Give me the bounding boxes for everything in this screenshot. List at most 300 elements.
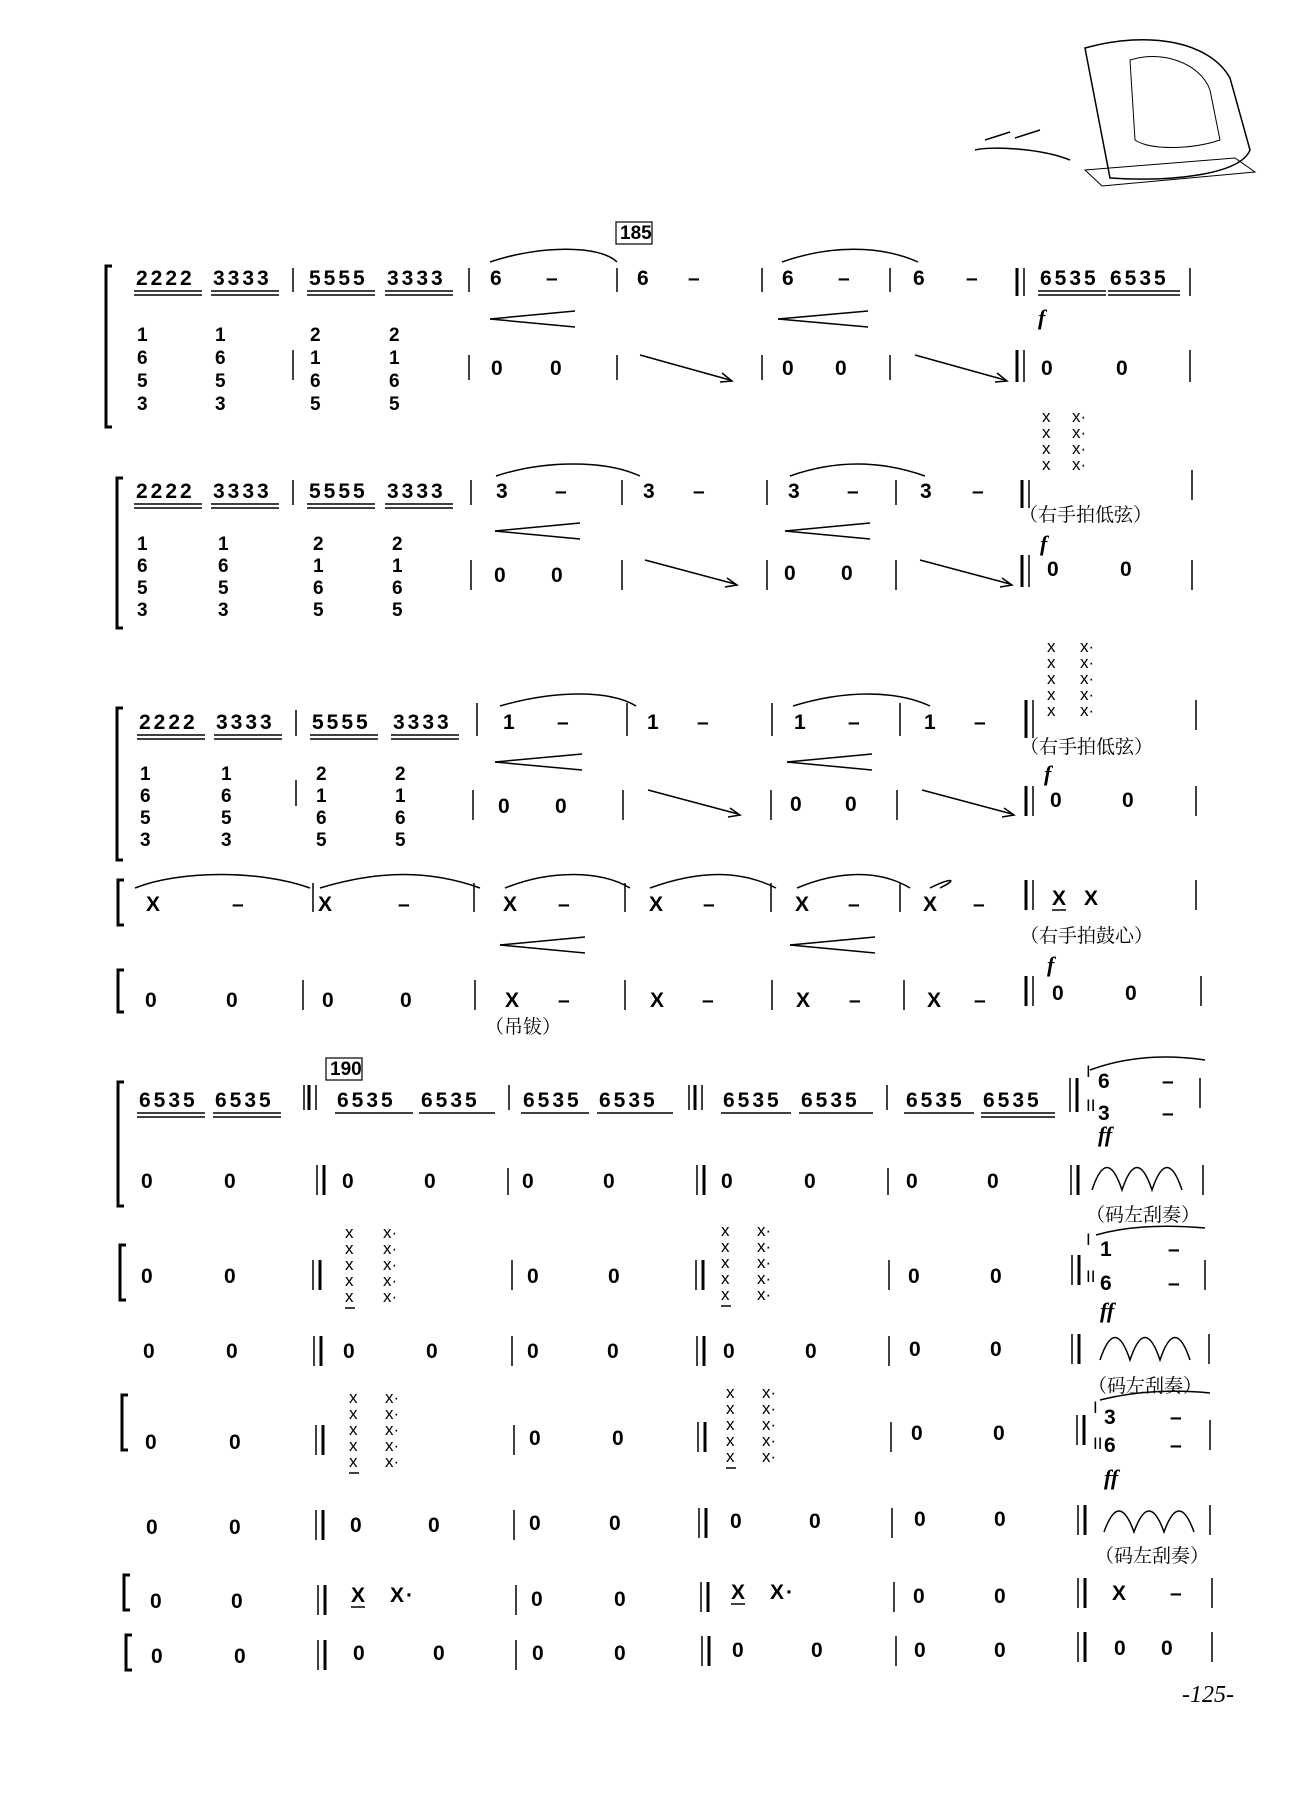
annotation-scrape-left: （码左刮奏） <box>1086 1205 1201 1226</box>
svg-text:0: 0 <box>614 1642 626 1665</box>
svg-text:0: 0 <box>224 1170 236 1193</box>
svg-text:0: 0 <box>229 1431 241 1454</box>
svg-text:–: – <box>702 989 714 1012</box>
svg-text:x: x <box>726 1399 735 1418</box>
system1-perc-line-2 <box>145 982 1137 1012</box>
svg-text:6535: 6535 <box>1040 267 1099 290</box>
svg-text:–: – <box>1170 1582 1182 1605</box>
system1-group3-melody <box>139 711 986 734</box>
svg-text:x·: x· <box>385 1452 400 1471</box>
svg-text:0: 0 <box>229 1516 241 1539</box>
svg-text:6535: 6535 <box>337 1089 396 1112</box>
svg-text:x: x <box>726 1431 735 1450</box>
svg-text:0: 0 <box>343 1340 355 1363</box>
rehearsal-mark-185 <box>616 222 652 244</box>
svg-text:0: 0 <box>1114 1637 1126 1660</box>
svg-text:X: X <box>503 893 518 916</box>
svg-text:x·: x· <box>383 1223 398 1242</box>
ending-dash: – <box>1162 1102 1174 1125</box>
svg-text:5: 5 <box>313 600 324 621</box>
svg-text:x·: x· <box>1080 669 1095 688</box>
svg-text:0: 0 <box>906 1170 918 1193</box>
svg-text:0: 0 <box>993 1422 1005 1445</box>
dynamic-f: f <box>1038 305 1046 330</box>
svg-text:0: 0 <box>350 1514 362 1537</box>
svg-text:X: X <box>649 893 664 916</box>
system1-x-column-2 <box>1047 637 1094 720</box>
dynamic-ff: ff <box>1100 1298 1115 1323</box>
system1-group1-melody <box>136 267 1169 290</box>
svg-text:1: 1 <box>310 348 321 369</box>
svg-text:0: 0 <box>231 1590 243 1613</box>
system2-row3 <box>141 1265 1002 1288</box>
svg-text:–: – <box>558 989 570 1012</box>
svg-text:0: 0 <box>845 793 857 816</box>
svg-text:0: 0 <box>234 1645 246 1668</box>
svg-text:0: 0 <box>994 1585 1006 1608</box>
svg-text:0: 0 <box>529 1427 541 1450</box>
system2-row6-lines <box>316 1505 1210 1540</box>
svg-text:0: 0 <box>151 1645 163 1668</box>
svg-text:6: 6 <box>637 267 649 290</box>
svg-text:x: x <box>721 1253 730 1272</box>
svg-text:1: 1 <box>140 764 151 785</box>
svg-text:1: 1 <box>316 786 327 807</box>
svg-text:·: · <box>406 1584 413 1607</box>
svg-text:6: 6 <box>392 578 403 599</box>
svg-text:2: 2 <box>392 534 403 555</box>
system-2-braces <box>118 1082 132 1670</box>
ending-dash: – <box>1170 1406 1182 1429</box>
svg-text:–: – <box>973 893 985 916</box>
svg-text:1: 1 <box>392 556 403 577</box>
dynamic-f: f <box>1044 761 1052 786</box>
svg-text:3333: 3333 <box>213 480 272 503</box>
svg-text:0: 0 <box>226 989 238 1012</box>
svg-text:3: 3 <box>920 480 932 503</box>
svg-text:0: 0 <box>1052 982 1064 1005</box>
svg-text:x: x <box>1047 653 1056 672</box>
system1-perc-line-1 <box>146 887 1098 916</box>
system1-group2-lines <box>134 464 1192 539</box>
svg-text:0: 0 <box>1041 357 1053 380</box>
svg-text:x: x <box>721 1237 730 1256</box>
svg-text:x: x <box>1047 685 1056 704</box>
svg-text:–: – <box>848 893 860 916</box>
svg-text:6: 6 <box>313 578 324 599</box>
svg-text:6: 6 <box>913 267 925 290</box>
svg-text:X: X <box>505 989 520 1012</box>
svg-text:3: 3 <box>215 394 226 415</box>
volta-2: II <box>1093 1434 1103 1453</box>
svg-text:x·: x· <box>383 1255 398 1274</box>
svg-text:X: X <box>1084 887 1099 910</box>
svg-text:5555: 5555 <box>309 480 368 503</box>
svg-text:1: 1 <box>395 786 406 807</box>
svg-text:1: 1 <box>794 711 806 734</box>
svg-text:0: 0 <box>400 989 412 1012</box>
svg-text:0: 0 <box>994 1639 1006 1662</box>
system2-row2-lines <box>317 1165 1203 1195</box>
svg-text:5555: 5555 <box>312 711 371 734</box>
svg-text:X: X <box>1112 1582 1127 1605</box>
svg-text:0: 0 <box>811 1639 823 1662</box>
ending-dash: – <box>1170 1434 1182 1457</box>
svg-text:x: x <box>349 1452 358 1471</box>
svg-text:0: 0 <box>790 793 802 816</box>
system1-group3-lines <box>137 694 1196 770</box>
svg-text:3333: 3333 <box>213 267 272 290</box>
svg-text:0: 0 <box>141 1265 153 1288</box>
svg-text:2: 2 <box>310 325 321 346</box>
system1-group1-chord-lines <box>293 350 1190 382</box>
svg-text:5: 5 <box>137 371 148 392</box>
scrape-wave-icon <box>1104 1511 1194 1532</box>
svg-text:x: x <box>726 1383 735 1402</box>
svg-text:6: 6 <box>215 348 226 369</box>
svg-text:0: 0 <box>527 1340 539 1363</box>
svg-text:6535: 6535 <box>723 1089 782 1112</box>
svg-text:x: x <box>726 1415 735 1434</box>
svg-text:–: – <box>838 267 850 290</box>
svg-text:0: 0 <box>994 1508 1006 1531</box>
svg-text:–: – <box>848 711 860 734</box>
svg-text:0: 0 <box>1120 558 1132 581</box>
svg-text:2222: 2222 <box>136 480 195 503</box>
svg-text:0: 0 <box>841 562 853 585</box>
svg-text:5: 5 <box>316 830 327 851</box>
ending-note: 6 <box>1104 1434 1116 1457</box>
svg-text:0: 0 <box>1047 558 1059 581</box>
scrape-wave-icon <box>1100 1338 1190 1361</box>
svg-text:3: 3 <box>140 830 151 851</box>
system1-group2-chord-lines <box>471 555 1192 590</box>
svg-text:3333: 3333 <box>216 711 275 734</box>
svg-text:0: 0 <box>531 1588 543 1611</box>
svg-text:x: x <box>345 1223 354 1242</box>
svg-text:2: 2 <box>395 764 406 785</box>
svg-text:0: 0 <box>805 1340 817 1363</box>
svg-text:0: 0 <box>491 357 503 380</box>
svg-text:x·: x· <box>1080 637 1095 656</box>
svg-text:x·: x· <box>385 1388 400 1407</box>
svg-text:x·: x· <box>385 1420 400 1439</box>
system1-x-column-1 <box>1042 407 1086 474</box>
svg-text:3333: 3333 <box>387 480 446 503</box>
svg-text:5: 5 <box>137 578 148 599</box>
svg-text:2222: 2222 <box>136 267 195 290</box>
svg-text:x: x <box>345 1287 354 1306</box>
svg-text:–: – <box>555 480 567 503</box>
svg-text:x·: x· <box>383 1271 398 1290</box>
svg-text:0: 0 <box>322 989 334 1012</box>
svg-text:0: 0 <box>494 564 506 587</box>
svg-text:3: 3 <box>643 480 655 503</box>
annotation-pat-low-string: （右手拍低弦） <box>1019 505 1153 526</box>
svg-text:0: 0 <box>555 795 567 818</box>
svg-text:0: 0 <box>909 1338 921 1361</box>
svg-text:0: 0 <box>612 1427 624 1450</box>
svg-text:6: 6 <box>137 556 148 577</box>
svg-text:x: x <box>345 1239 354 1258</box>
svg-text:0: 0 <box>532 1642 544 1665</box>
svg-text:x·: x· <box>762 1383 777 1402</box>
ending-dash: – <box>1168 1272 1180 1295</box>
svg-text:x·: x· <box>385 1436 400 1455</box>
svg-text:X: X <box>146 893 161 916</box>
svg-text:x: x <box>345 1255 354 1274</box>
svg-text:–: – <box>546 267 558 290</box>
svg-text:0: 0 <box>911 1422 923 1445</box>
svg-text:–: – <box>974 989 986 1012</box>
svg-text:6: 6 <box>395 808 406 829</box>
svg-text:0: 0 <box>226 1340 238 1363</box>
svg-text:0: 0 <box>551 564 563 587</box>
svg-text:0: 0 <box>1116 357 1128 380</box>
svg-text:0: 0 <box>987 1170 999 1193</box>
svg-text:x: x <box>1042 455 1051 474</box>
svg-text:6535: 6535 <box>215 1089 274 1112</box>
svg-text:6: 6 <box>490 267 502 290</box>
svg-text:–: – <box>688 267 700 290</box>
svg-text:1: 1 <box>313 556 324 577</box>
svg-text:1: 1 <box>389 348 400 369</box>
svg-text:0: 0 <box>809 1510 821 1533</box>
annotation-scrape-left: （码左刮奏） <box>1095 1546 1210 1567</box>
system2-x-column-2 <box>349 1383 776 1473</box>
svg-text:0: 0 <box>1161 1637 1173 1660</box>
svg-text:0: 0 <box>342 1170 354 1193</box>
svg-text:0: 0 <box>913 1585 925 1608</box>
svg-text:x·: x· <box>757 1269 772 1288</box>
volta-2: II <box>1086 1096 1096 1115</box>
svg-text:X: X <box>796 989 811 1012</box>
svg-text:0: 0 <box>723 1340 735 1363</box>
svg-text:5: 5 <box>310 394 321 415</box>
ending-dash: – <box>1168 1238 1180 1261</box>
svg-text:x: x <box>721 1285 730 1304</box>
svg-text:–: – <box>232 893 244 916</box>
volta-1: I <box>1086 1230 1091 1249</box>
svg-text:X: X <box>351 1584 366 1607</box>
svg-text:x: x <box>721 1269 730 1288</box>
svg-text:X: X <box>770 1581 785 1604</box>
svg-text:–: – <box>558 893 570 916</box>
svg-text:x: x <box>345 1271 354 1290</box>
system1-perc-line-2-lines <box>303 976 1201 1010</box>
svg-text:190: 190 <box>330 1059 362 1080</box>
svg-text:0: 0 <box>804 1170 816 1193</box>
svg-text:0: 0 <box>424 1170 436 1193</box>
svg-text:–: – <box>693 480 705 503</box>
system2-row2 <box>141 1170 999 1193</box>
svg-text:x: x <box>1047 701 1056 720</box>
svg-text:–: – <box>974 711 986 734</box>
system2-row5 <box>145 1422 1005 1454</box>
volta-1: I <box>1086 1062 1091 1081</box>
svg-text:0: 0 <box>908 1265 920 1288</box>
svg-text:x·: x· <box>757 1237 772 1256</box>
svg-text:5: 5 <box>395 830 406 851</box>
svg-text:0: 0 <box>522 1170 534 1193</box>
scrape-wave-icon <box>1092 1168 1182 1191</box>
svg-text:6535: 6535 <box>801 1089 860 1112</box>
svg-text:0: 0 <box>721 1170 733 1193</box>
svg-text:x·: x· <box>757 1253 772 1272</box>
svg-text:3333: 3333 <box>387 267 446 290</box>
svg-text:x: x <box>1047 637 1056 656</box>
page-number: -125- <box>1182 1682 1234 1708</box>
svg-text:6535: 6535 <box>599 1089 658 1112</box>
svg-text:–: – <box>972 480 984 503</box>
ending-dash: – <box>1162 1070 1174 1093</box>
svg-text:0: 0 <box>527 1265 539 1288</box>
svg-text:3: 3 <box>221 830 232 851</box>
system2-row8 <box>151 1637 1173 1668</box>
system2-melody <box>139 1089 1042 1112</box>
svg-text:0: 0 <box>835 357 847 380</box>
svg-text:x: x <box>349 1388 358 1407</box>
svg-text:0: 0 <box>732 1639 744 1662</box>
svg-text:1: 1 <box>647 711 659 734</box>
svg-text:x: x <box>1042 439 1051 458</box>
svg-text:X: X <box>923 893 938 916</box>
svg-text:3: 3 <box>137 394 148 415</box>
svg-text:2: 2 <box>389 325 400 346</box>
svg-text:0: 0 <box>603 1170 615 1193</box>
svg-text:1: 1 <box>924 711 936 734</box>
guzheng-illustration <box>975 40 1255 186</box>
svg-text:6: 6 <box>140 786 151 807</box>
annotation-cymbal: （吊钹） <box>485 1017 562 1038</box>
system2-row4-lines <box>314 1334 1209 1366</box>
svg-text:X: X <box>927 989 942 1012</box>
svg-text:x·: x· <box>757 1285 772 1304</box>
system2-x-column-1 <box>345 1221 771 1308</box>
svg-text:5555: 5555 <box>309 267 368 290</box>
svg-text:2: 2 <box>313 534 324 555</box>
svg-text:3: 3 <box>496 480 508 503</box>
svg-text:5: 5 <box>389 394 400 415</box>
svg-text:x·: x· <box>1072 407 1087 426</box>
svg-text:–: – <box>966 267 978 290</box>
svg-text:X: X <box>795 893 810 916</box>
svg-text:x·: x· <box>1072 455 1087 474</box>
svg-text:0: 0 <box>782 357 794 380</box>
svg-text:0: 0 <box>614 1588 626 1611</box>
svg-text:0: 0 <box>150 1590 162 1613</box>
svg-text:1: 1 <box>137 534 148 555</box>
svg-text:x: x <box>349 1404 358 1423</box>
svg-text:0: 0 <box>914 1508 926 1531</box>
annotation-scrape-left: （码左刮奏） <box>1088 1376 1203 1397</box>
svg-text:0: 0 <box>433 1642 445 1665</box>
svg-text:0: 0 <box>990 1265 1002 1288</box>
svg-text:3: 3 <box>218 600 229 621</box>
svg-text:0: 0 <box>608 1265 620 1288</box>
svg-text:185: 185 <box>620 223 652 244</box>
system2-melody-lines <box>137 1057 1205 1117</box>
svg-text:0: 0 <box>914 1639 926 1662</box>
system1-group1-chords <box>137 325 1128 415</box>
system1-group3-chords <box>140 764 1134 851</box>
svg-text:2222: 2222 <box>139 711 198 734</box>
svg-text:5: 5 <box>221 808 232 829</box>
svg-text:x·: x· <box>1080 701 1095 720</box>
svg-text:x: x <box>1047 669 1056 688</box>
svg-text:6: 6 <box>310 371 321 392</box>
svg-text:–: – <box>398 893 410 916</box>
svg-text:X: X <box>390 1584 405 1607</box>
svg-text:0: 0 <box>146 1516 158 1539</box>
system-1-braces <box>106 266 124 1012</box>
svg-text:0: 0 <box>1050 789 1062 812</box>
svg-text:1: 1 <box>137 325 148 346</box>
svg-text:0: 0 <box>426 1340 438 1363</box>
svg-text:–: – <box>557 711 569 734</box>
svg-text:0: 0 <box>141 1170 153 1193</box>
system2-row7-lines <box>318 1578 1212 1615</box>
dynamic-ff: ff <box>1104 1465 1119 1490</box>
svg-text:x·: x· <box>762 1431 777 1450</box>
svg-text:0: 0 <box>1125 982 1137 1005</box>
svg-text:5: 5 <box>140 808 151 829</box>
svg-text:x·: x· <box>1072 423 1087 442</box>
svg-text:x: x <box>1042 407 1051 426</box>
svg-text:0: 0 <box>1122 789 1134 812</box>
svg-text:x·: x· <box>383 1239 398 1258</box>
volta-1: I <box>1093 1398 1098 1417</box>
svg-text:X: X <box>650 989 665 1012</box>
svg-text:–: – <box>703 893 715 916</box>
svg-text:–: – <box>849 989 861 1012</box>
svg-text:X: X <box>1052 887 1067 910</box>
svg-text:3: 3 <box>788 480 800 503</box>
svg-text:–: – <box>697 711 709 734</box>
annotation-pat-low-string: （右手拍低弦） <box>1020 737 1154 758</box>
volta-2: II <box>1086 1267 1096 1286</box>
svg-text:6535: 6535 <box>421 1089 480 1112</box>
ending-note: 3 <box>1098 1102 1110 1125</box>
svg-text:0: 0 <box>145 989 157 1012</box>
svg-text:x·: x· <box>757 1221 772 1240</box>
svg-text:6535: 6535 <box>983 1089 1042 1112</box>
ending-note: 1 <box>1100 1238 1112 1261</box>
system1-group1-lines <box>134 249 1190 327</box>
svg-text:x·: x· <box>762 1415 777 1434</box>
svg-text:0: 0 <box>353 1642 365 1665</box>
system2-row4 <box>143 1338 1002 1363</box>
ending-note: 6 <box>1098 1070 1110 1093</box>
svg-text:x·: x· <box>1080 685 1095 704</box>
svg-text:6: 6 <box>389 371 400 392</box>
svg-text:1: 1 <box>221 764 232 785</box>
svg-text:3333: 3333 <box>393 711 452 734</box>
svg-text:0: 0 <box>498 795 510 818</box>
svg-text:2: 2 <box>316 764 327 785</box>
svg-text:6535: 6535 <box>906 1089 965 1112</box>
svg-text:0: 0 <box>784 562 796 585</box>
svg-text:6: 6 <box>316 808 327 829</box>
svg-text:0: 0 <box>529 1512 541 1535</box>
svg-text:6: 6 <box>218 556 229 577</box>
system2-row7 <box>150 1581 1182 1613</box>
svg-text:0: 0 <box>990 1338 1002 1361</box>
svg-text:6535: 6535 <box>139 1089 198 1112</box>
svg-text:x: x <box>721 1221 730 1240</box>
svg-text:0: 0 <box>609 1512 621 1535</box>
svg-text:x·: x· <box>1072 439 1087 458</box>
